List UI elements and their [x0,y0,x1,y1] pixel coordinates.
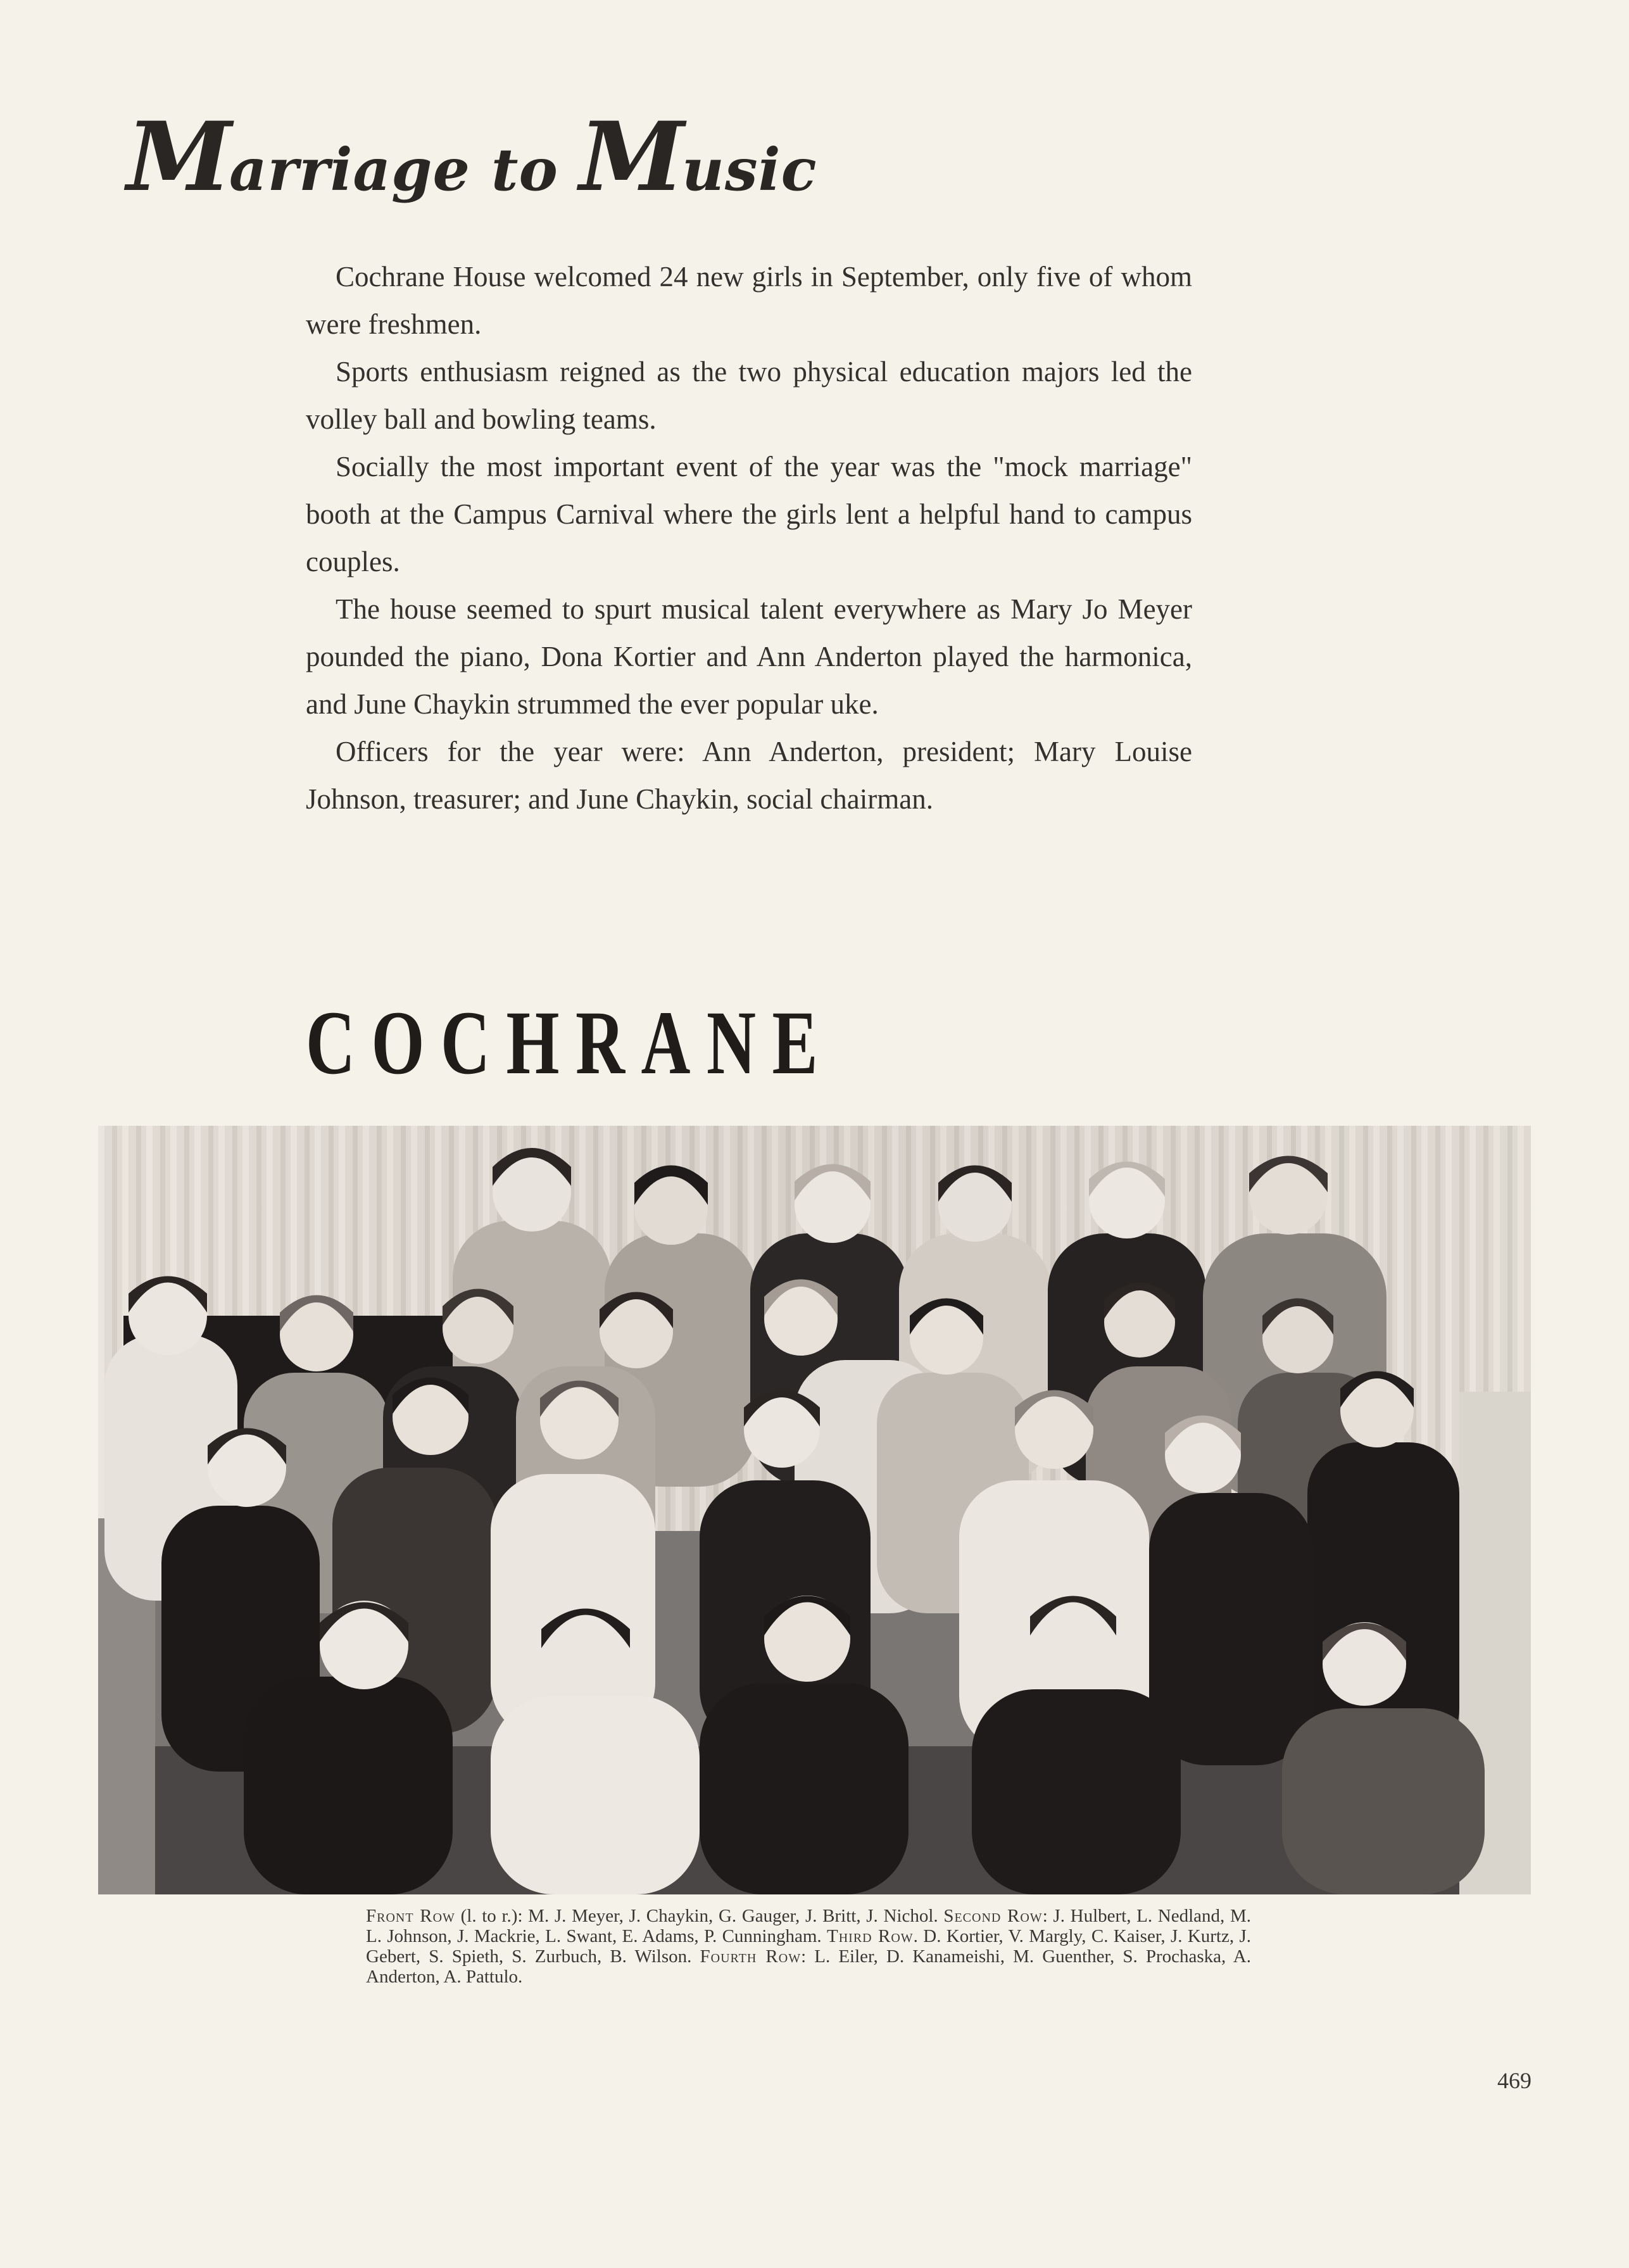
title-part-1: arriage to [229,135,579,204]
page-number: 469 [1497,2068,1532,2093]
caption-names: : J. Hulbert, L. Nedland, M. L. Johnson, J. Mackrie, L. Swant, E. Adams, P. Cunningham. [366,1906,1251,1946]
article-body [306,253,1192,823]
caption-names: . D. Kortier, V. Margly, C. Kaiser, J. Kurtz, J. Gebert, S. Spieth, S. Zurbuch, B. Wilson. [366,1926,1252,1967]
title-initial-m: M [127,101,230,213]
paragraph: Sports enthusiasm reigned as the two physical education majors led the volley ball and bowling teams. [306,356,1192,435]
caption-row-label: Second Row [943,1906,1043,1926]
group-photo [98,1126,1531,1894]
group-photo-illustration [98,1126,1531,1894]
caption-row-label: Front Row [366,1906,455,1926]
paragraph: Cochrane House welcomed 24 new girls in September, only five of whom were freshmen. [306,261,1192,340]
paragraph: Officers for the year were: Ann Anderton, president; Mary Louise Johnson, treasurer; and June Chaykin, social chairman. [306,736,1192,815]
paragraph: Socially the most important event of the year was the "mock marriage" booth at the Campus Carnival where the girls lent a helpful hand to campus couples. [306,451,1192,577]
photo-caption [366,1906,1251,1987]
title-initial-m-2: M [579,101,682,213]
paragraph: The house seemed to spurt musical talent everywhere as Mary Jo Meyer pounded the piano, Dona Kortier and Ann Anderton played the harmonica, and June Chaykin strummed the ever popular uke. [306,593,1192,720]
house-name-heading: COCHRANE [306,993,834,1093]
caption-names: (l. to r.): M. J. Meyer, J. Chaykin, G. Gauger, J. Britt, J. Nichol. [455,1906,944,1926]
title-part-2: usic [682,135,817,204]
caption-names: : L. Eiler, D. Kanameishi, M. Guenther, S. Prochaska, A. Anderton, A. Pattulo. [366,1946,1251,1987]
caption-row-label: Third Row [827,1926,914,1946]
caption-row-label: Fourth Row [700,1946,802,1967]
article-title [127,101,817,213]
